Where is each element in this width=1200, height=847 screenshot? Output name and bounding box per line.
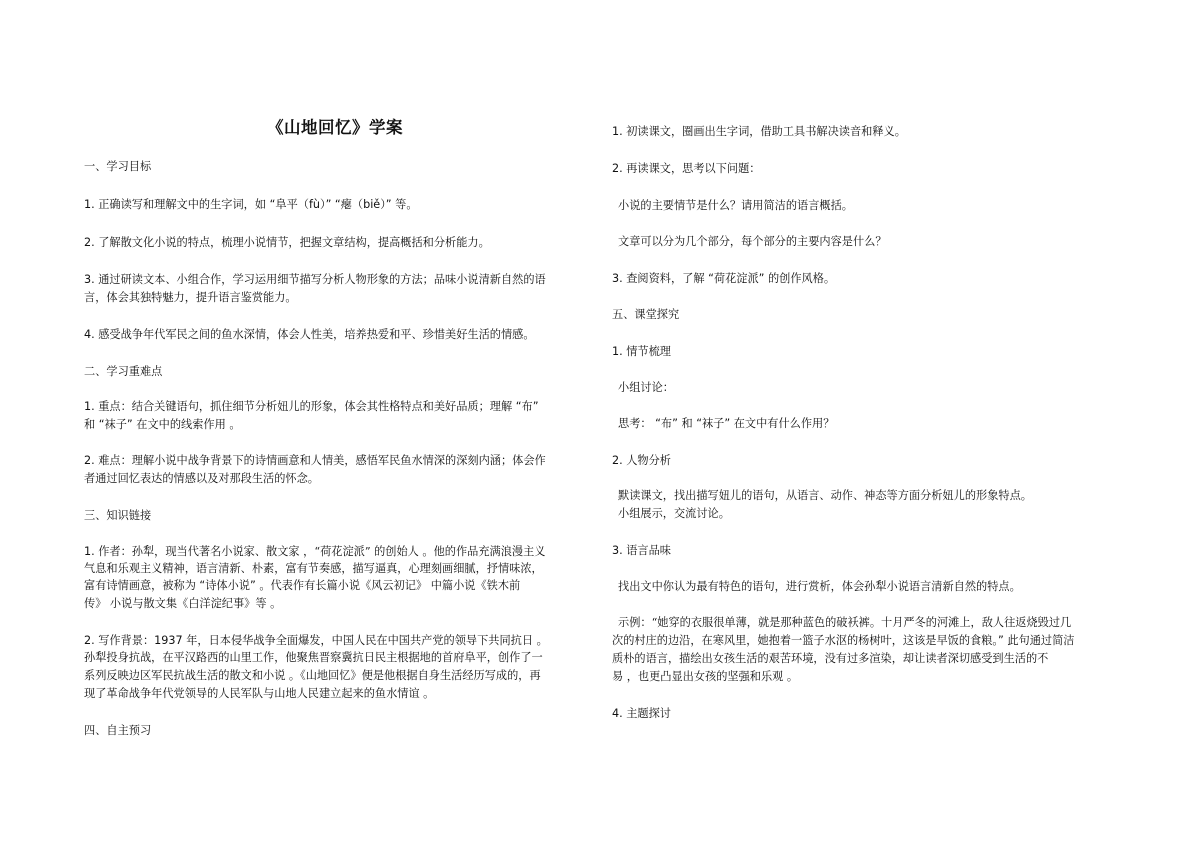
key-point-1-line-1: 1. 重点：结合关键语句，抓住细节分析妞儿的形象，体会其性格特点和美好品质；理解 “布” xyxy=(84,400,539,413)
inquiry-plot-heading: 1. 情节梳理 xyxy=(612,345,671,358)
author-line-1-b: “荷花淀派” 的创始人 xyxy=(314,545,419,558)
author-line-4: 传》 小说与散文集《白洋淀纪事》等 。 xyxy=(84,597,282,610)
inquiry-character-share: 小组展示，交流讨论。 xyxy=(618,507,730,520)
background-line-1: 2. 写作背景：1937 年，日本侵华战争全面爆发，中国人民在中国共产党的领导下共同抗日 。 xyxy=(84,634,548,647)
right-column xyxy=(612,0,1122,847)
section-heading-key-points: 二、学习重难点 xyxy=(84,365,163,378)
preview-item-3: 3. 查阅资料，了解 “荷花淀派” 的创作风格。 xyxy=(612,272,836,285)
goal-item-1: 1. 正确读写和理解文中的生字词，如 “阜平（fù）” “瘪（biě）” 等。 xyxy=(84,198,418,211)
example-line-4: 易 ，也更凸显出女孩的坚强和乐观 。 xyxy=(612,670,799,683)
section-heading-knowledge-link: 三、知识链接 xyxy=(84,509,152,522)
inquiry-character-heading: 2. 人物分析 xyxy=(612,454,671,467)
key-point-2-line-2: 者通过回忆表达的情感以及对那段生活的怀念。 xyxy=(84,472,319,485)
background-line-4: 现了革命战争年代党领导的人民军队与山地人民建立起来的鱼水情谊 。 xyxy=(84,687,435,700)
background-line-2: 孙犁投身抗战，在平汉路西的山里工作，他聚焦晋察冀抗日民主根据地的首府阜平，创作了一 xyxy=(84,651,543,664)
key-point-1-line-2: 和 “袜子” 在文中的线索作用 。 xyxy=(84,418,241,431)
author-line-3: 富有诗情画意，被称为 “诗体小说” 。代表作有长篇小说《风云初记》 中篇小说《铁木前 xyxy=(84,579,521,592)
example-quote: “她穿的衣服很单薄，就是那种蓝色的破袄裤。十月严冬的河滩上，敌人往返烧毁过几 xyxy=(651,616,1072,629)
inquiry-language-heading: 3. 语言品味 xyxy=(612,544,671,557)
inquiry-plot-discussion: 小组讨论： xyxy=(618,381,674,394)
goal-item-4: 4. 感受战争年代军民之间的鱼水深情，体会人性美，培养热爱和平、珍惜美好生活的情感。 xyxy=(84,328,535,341)
page-title: 《山地回忆》学案 xyxy=(267,118,403,137)
example-line-1 xyxy=(612,614,1071,631)
background-line-3: 系列反映边区军民抗战生活的散文和小说 。《山地回忆》便是他根据自身生活经历写成的，再 xyxy=(84,669,541,682)
author-line-1-c: 。他的作品充满浪漫主义 xyxy=(418,545,546,558)
goal-item-2: 2. 了解散文化小说的特点，梳理小说情节，把握文章结构，提高概括和分析能力。 xyxy=(84,236,490,249)
section-heading-classroom-inquiry: 五、课堂探究 xyxy=(612,308,680,321)
preview-item-2: 2. 再读课文，思考以下问题： xyxy=(612,162,761,175)
inquiry-character-task: 默读课文，找出描写妞儿的语句，从语言、动作、神态等方面分析妞儿的形象特点。 xyxy=(618,489,1032,502)
key-point-2-line-1: 2. 难点：理解小说中战争背景下的诗情画意和人情美，感悟军民鱼水情深的深刻内涵；体会作 xyxy=(84,454,546,467)
preview-item-1: 1. 初读课文，圈画出生字词，借助工具书解决读音和释义。 xyxy=(612,125,906,138)
example-line-2: 次的村庄的边沿，在寒风里，她抱着一篮子水沤的杨树叶，这该是早饭的食粮。” 此句通过简洁 xyxy=(612,634,1075,647)
section-heading-learning-goals: 一、学习目标 xyxy=(84,160,152,173)
inquiry-theme-heading: 4. 主题探讨 xyxy=(612,707,671,720)
example-label: 示例： xyxy=(618,616,652,629)
left-column xyxy=(84,0,592,847)
inquiry-language-task: 找出文中你认为最有特色的语句，进行赏析，体会孙犁小说语言清新自然的特点。 xyxy=(618,580,1021,593)
preview-question-1: 小说的主要情节是什么？请用简洁的语言概括。 xyxy=(618,199,853,212)
example-line-3: 质朴的语言，描绘出女孩生活的艰苦环境，没有过多渲染，却让读者深切感受到生活的不 xyxy=(612,652,1049,665)
section-heading-self-preview: 四、自主预习 xyxy=(84,724,152,737)
goal-item-3-line-2: 言，体会其独特魅力，提升语言鉴赏能力。 xyxy=(84,291,297,304)
author-line-1-a: 1. 作者：孙犁，现当代著名小说家、散文家 ， xyxy=(84,545,315,558)
goal-item-3-line-1: 3. 通过研读文本、小组合作，学习运用细节描写分析人物形象的方法；品味小说清新自然的语 xyxy=(84,273,546,286)
inquiry-plot-think: 思考： “布” 和 “袜子” 在文中有什么作用？ xyxy=(618,417,835,430)
preview-question-2: 文章可以分为几个部分，每个部分的主要内容是什么？ xyxy=(618,235,887,248)
author-line-1 xyxy=(84,543,545,560)
author-line-2: 气息和乐观主义精神，语言清新、朴素，富有节奏感，描写逼真，心理刻画细腻，抒情味浓， xyxy=(84,562,543,575)
